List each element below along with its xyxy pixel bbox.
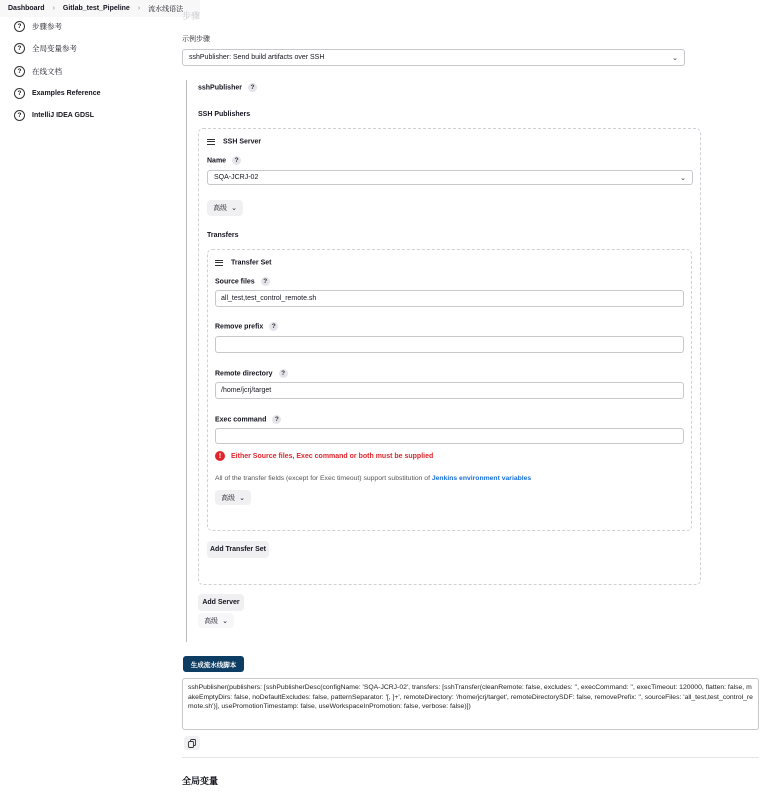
sidebar-item-intellij-gdsl[interactable] <box>14 110 94 121</box>
sample-step-value: sshPublisher: Send build artifacts over SSH <box>189 54 325 61</box>
help-icon[interactable]: ? <box>269 322 278 331</box>
help-circle-icon: ? <box>14 66 25 77</box>
help-icon[interactable]: ? <box>272 415 281 424</box>
chevron-down-icon: ⌄ <box>231 205 237 212</box>
server-advanced-button[interactable]: 高级 ⌄ <box>207 200 243 216</box>
help-icon[interactable]: ? <box>279 369 288 378</box>
breadcrumb-dashboard[interactable]: Dashboard <box>8 5 45 12</box>
help-icon[interactable]: ? <box>232 156 241 165</box>
help-circle-icon: ? <box>14 43 25 54</box>
publisher-advanced-button[interactable]: 高级 ⌄ <box>198 613 234 628</box>
remote-directory-label: Remote directory ? <box>215 369 288 378</box>
ssh-publishers-label: SSH Publishers <box>198 111 251 118</box>
help-circle-icon: ? <box>14 88 25 99</box>
add-transfer-set-button[interactable]: Add Transfer Set <box>207 541 269 558</box>
chevron-down-icon: ⌄ <box>680 174 686 182</box>
sample-step-label: 示例步骤 <box>182 36 210 43</box>
help-circle-icon: ? <box>14 21 25 32</box>
source-files-label: Source files ? <box>215 277 270 286</box>
sample-step-select[interactable] <box>182 49 685 66</box>
name-label: Name ? <box>207 156 241 165</box>
sidebar-item-label: 步骤参考 <box>32 22 62 31</box>
chevron-down-icon: ⌄ <box>239 494 245 502</box>
ssh-publisher-label: sshPublisher ? <box>198 83 257 92</box>
exec-command-label: Exec command ? <box>215 415 281 424</box>
remove-prefix-input[interactable] <box>215 336 684 353</box>
sidebar-item-label: 全局变量参考 <box>32 44 77 53</box>
transfers-label: Transfers <box>207 232 239 239</box>
drag-handle-icon[interactable] <box>207 137 215 146</box>
divider <box>182 757 759 758</box>
help-icon[interactable]: ? <box>261 277 270 286</box>
sidebar-item-steps-reference[interactable] <box>14 21 62 32</box>
sidebar-item-global-vars-reference[interactable] <box>14 43 77 54</box>
sidebar-item-label: Examples Reference <box>32 90 101 97</box>
remove-prefix-label: Remove prefix ? <box>215 322 278 331</box>
ssh-server-header: SSH Server <box>207 137 261 146</box>
breadcrumb-job[interactable]: Gitlab_test_Pipeline <box>62 5 130 12</box>
drag-handle-icon[interactable] <box>215 258 223 267</box>
section-title: 步骤 <box>182 11 201 21</box>
sidebar-item-online-docs[interactable] <box>14 66 62 77</box>
copy-button[interactable] <box>184 736 200 750</box>
chevron-right-icon: › <box>137 5 141 12</box>
transfer-set-header: Transfer Set <box>215 258 271 267</box>
sidebar-item-examples-reference[interactable] <box>14 88 100 99</box>
server-name-select[interactable] <box>207 170 693 185</box>
remote-directory-input[interactable]: /home/jcrj/target <box>215 382 684 399</box>
transfer-advanced-button[interactable]: 高级 ⌄ <box>215 490 251 505</box>
help-icon[interactable]: ? <box>248 83 257 92</box>
help-circle-icon: ? <box>14 110 25 121</box>
exec-command-error: ! Either Source files, Exec command or both must be supplied <box>215 451 433 461</box>
chevron-down-icon: ⌄ <box>672 54 678 62</box>
sidebar-item-label: 在线文档 <box>32 67 62 76</box>
copy-icon <box>188 739 196 748</box>
breadcrumb <box>0 0 200 17</box>
chevron-right-icon: › <box>52 5 55 12</box>
transfer-note: All of the transfer fields (except for Exec timeout) support substitution of Jenkins environment variables <box>215 475 532 482</box>
generated-script-textarea[interactable]: sshPublisher(publishers: [sshPublisherDesc(configName: 'SQA-JCRJ-02', transfers: [sshTransfer(cleanRemote: false, excludes: '', execCommand: '', execTimeout: 120000, flatten: false, makeEmptyDirs: false, noDefaultExcludes: false, patternSeparator: '[, ]+', remoteDirectory: '/home/jcrj/target', remoteDirectorySDF: false, removePrefix: '', sourceFiles: 'all_test,test_control_remote.sh')], usePromotionTimestamp: false, useWorkspaceInPromotion: false, verbose: false)]) <box>182 678 759 730</box>
add-server-button[interactable]: Add Server <box>198 594 244 611</box>
exec-command-textarea[interactable] <box>215 428 684 444</box>
config-block-border <box>186 80 187 642</box>
breadcrumb-current[interactable]: 流水线语法 <box>148 5 184 13</box>
generate-pipeline-script-button[interactable]: 生成流水线脚本 <box>183 656 244 672</box>
jenkins-env-vars-link[interactable]: Jenkins environment variables <box>431 475 532 482</box>
server-name-value: SQA-JCRJ-02 <box>214 174 259 181</box>
sidebar-item-label: IntelliJ IDEA GDSL <box>32 112 94 119</box>
source-files-input[interactable]: all_test,test_control_remote.sh <box>215 290 684 307</box>
chevron-down-icon: ⌄ <box>222 617 228 625</box>
error-icon: ! <box>215 451 225 461</box>
global-variables-title: 全局变量 <box>182 776 219 786</box>
